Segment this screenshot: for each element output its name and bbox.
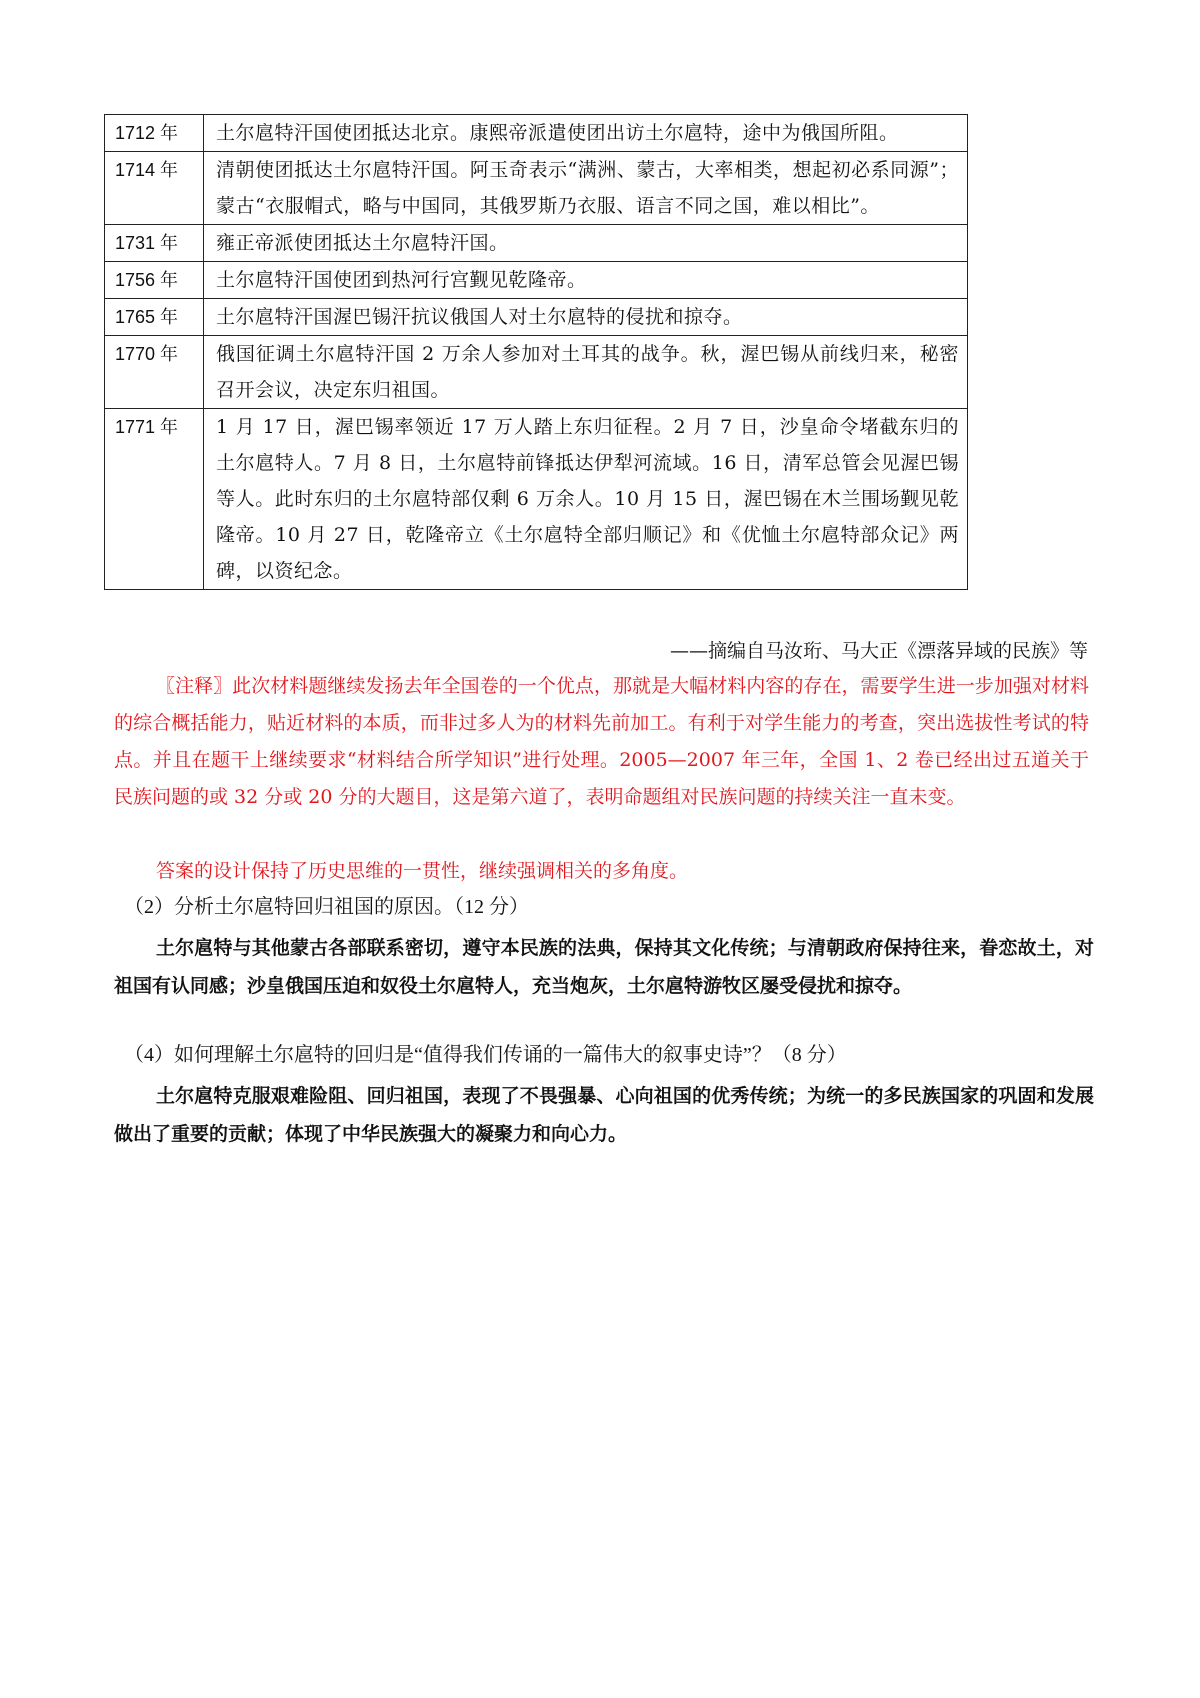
timeline-table: [104, 114, 968, 590]
event-cell: 土尔扈特汗国渥巴锡汗抗议俄国人对土尔扈特的侵扰和掠夺。: [204, 299, 968, 336]
year-cell: 1765 年: [105, 299, 204, 336]
year-cell: 1712 年: [105, 115, 204, 152]
question-2: （2）分析土尔扈特回归祖国的原因。（12 分）: [124, 896, 529, 918]
event-cell: 土尔扈特汗国使团到热河行宫觐见乾隆帝。: [204, 262, 968, 299]
table-row: [105, 262, 968, 299]
event-cell: 俄国征调土尔扈特汗国 2 万余人参加对土耳其的战争。秋，渥巴锡从前线归来，秘密召开会议，决定东归祖国。: [204, 336, 968, 409]
source-citation: ——摘编自马汝珩、马大正《漂落异域的民族》等: [669, 640, 1088, 662]
event-cell: 清朝使团抵达土尔扈特汗国。阿玉奇表示“满洲、蒙古，大率相类，想起初必系同源”；蒙古“衣服帽式，略与中国同，其俄罗斯乃衣服、语言不同之国，难以相比”。: [204, 152, 968, 225]
year-cell: 1731 年: [105, 225, 204, 262]
annotation-note-answer-design: 答案的设计保持了历史思维的一贯性，继续强调相关的多角度。: [156, 860, 689, 882]
answer-4: 土尔扈特克服艰难险阻、回归祖国，表现了不畏强暴、心向祖国的优秀传统；为统一的多民族国家的巩固和发展做出了重要的贡献；体现了中华民族强大的凝聚力和向心力。: [114, 1085, 1094, 1145]
year-cell: 1714 年: [105, 152, 204, 225]
year-cell: 1770 年: [105, 336, 204, 409]
table-row: [105, 115, 968, 152]
table-row: [105, 299, 968, 336]
event-cell: 土尔扈特汗国使团抵达北京。康熙帝派遣使团出访土尔扈特，途中为俄国所阻。: [204, 115, 968, 152]
year-cell: 1771 年: [105, 409, 204, 590]
table-row: [105, 409, 968, 590]
answer-2: 土尔扈特与其他蒙古各部联系密切，遵守本民族的法典，保持其文化传统；与清朝政府保持往来，眷恋故土，对祖国有认同感；沙皇俄国压迫和奴役土尔扈特人，充当炮灰，土尔扈特游牧区屡受侵扰和掠夺。: [114, 937, 1094, 997]
question-4: （4）如何理解土尔扈特的回归是“值得我们传诵的一篇伟大的叙事史诗”？（8 分）: [124, 1044, 847, 1066]
table-row: [105, 336, 968, 409]
table-row: [105, 225, 968, 262]
table-row: [105, 152, 968, 225]
event-cell: 1 月 17 日，渥巴锡率领近 17 万人踏上东归征程。2 月 7 日，沙皇命令堵截东归的土尔扈特人。7 月 8 日，土尔扈特前锋抵达伊犁河流域。16 日，清军总管会见渥巴锡等人。此时东归的土尔扈特部仅剩 6 万余人。10 月 15 日，渥巴锡在木兰围场觐见乾隆帝。10 月 27 日，乾隆帝立《土尔扈特全部归顺记》和《优恤土尔扈特部众记》两碑，以资纪念。: [204, 409, 968, 590]
event-cell: 雍正帝派使团抵达土尔扈特汗国。: [204, 225, 968, 262]
annotation-note: 〖注释〗此次材料题继续发扬去年全国卷的一个优点，那就是大幅材料内容的存在，需要学生进一步加强对材料的综合概括能力，贴近材料的本质，而非过多人为的材料先前加工。有利于对学生能力的考查，突出选拔性考试的特点。并且在题干上继续要求“材料结合所学知识”进行处理。2005—2007 年三年，全国 1、2 卷已经出过五道关于民族问题的或 32 分或 20 分的大题目，这是第六道了，表明命题组对民族问题的持续关注一直未变。: [114, 675, 1089, 808]
year-cell: 1756 年: [105, 262, 204, 299]
